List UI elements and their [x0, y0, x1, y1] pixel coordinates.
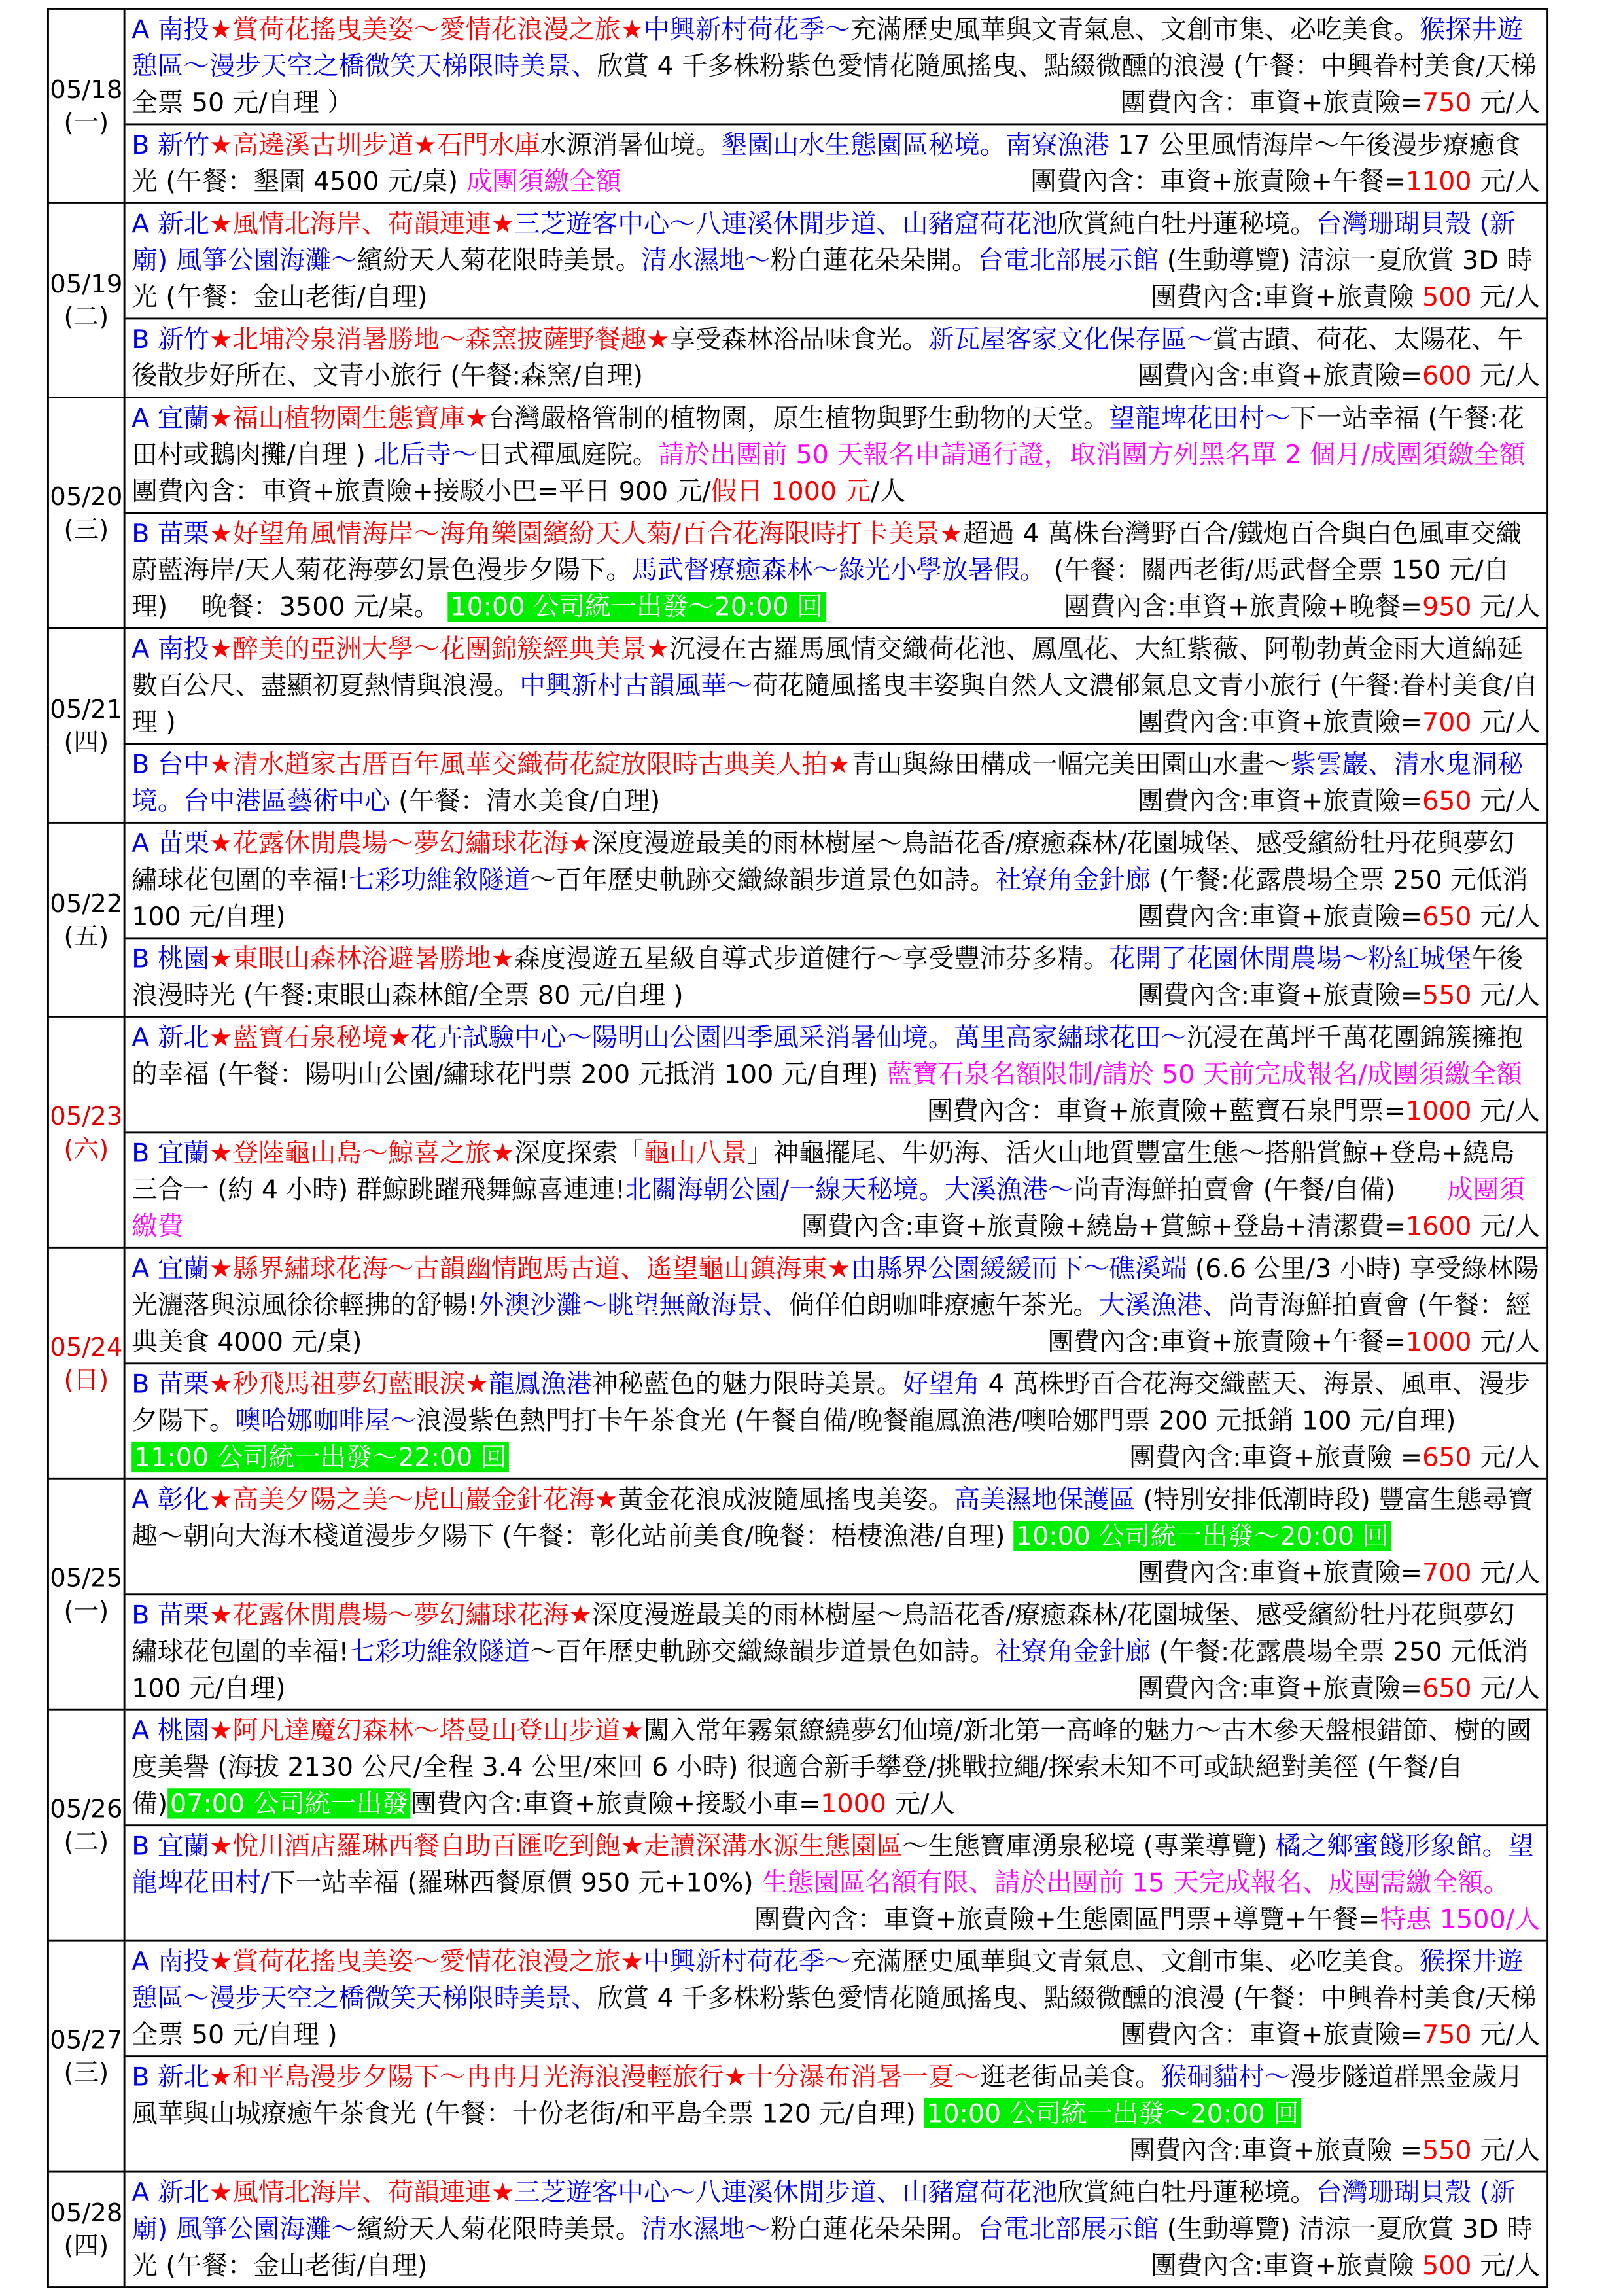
fee-text-segment: 1100: [1405, 166, 1472, 197]
tour-text-segment: 」神龜擺尾、牛奶海、活火山地質豐富生態～搭船賞鯨+登島+繞島三合一 (約 4 小時) 群鯨跳躍飛舞鯨喜連連!: [131, 1138, 1515, 1205]
tour-text-segment: 享受森林浴品味食光。: [669, 324, 928, 355]
fee-text-segment: 750: [1422, 2019, 1472, 2050]
tour-text-segment: 請於出團前 50 天報名申請通行證，取消團方列黑名單 2 個月/成團須繳全額: [658, 439, 1526, 470]
tour-text-segment: /人: [871, 476, 905, 506]
fee-text-segment: 團費內含:車資+旅責險=: [1137, 1672, 1423, 1704]
tour-row: [48, 1133, 1547, 1248]
tour-text-segment: 欣賞純白牡丹蓮秘境。: [1057, 2177, 1316, 2208]
tour-text-segment: 七彩功維敘隧道: [349, 864, 531, 895]
tour-entry: [124, 124, 1547, 203]
tour-text-segment: 新瓦屋客家文化保存區～: [928, 324, 1213, 355]
tour-text-segment: 猴探井遊憩區～漫步天空之橋微笑天梯限時美景、: [131, 1946, 1524, 2013]
tour-text-segment: 4 萬株野百合花海交織藍天、海景、風車、漫步夕陽下。: [131, 1369, 1530, 1436]
fee-text-segment: 元/人: [1471, 785, 1541, 817]
tour-text-segment: ★登陸龜山島～鯨喜之旅★: [209, 1138, 515, 1169]
tour-text-segment: 水源消暑仙境。: [540, 130, 722, 160]
tour-text-segment: 龜山八景: [643, 1138, 748, 1169]
tour-text-segment: ★阿凡達魔幻森林～塔曼山登山步道★: [209, 1715, 644, 1746]
fee-text-segment: 元/人: [1471, 1326, 1541, 1357]
tour-entry: [124, 319, 1547, 398]
fee-text-segment: 550: [1422, 2134, 1472, 2165]
fee-text-segment: 元/人: [1471, 281, 1541, 312]
tour-text-segment: 清水濕地～: [641, 2214, 771, 2244]
weekday-label: (二): [63, 1827, 109, 1856]
tour-entry: [124, 628, 1547, 743]
tour-text-segment: (午餐：關西老街/馬武督全票 150 元/自理) 晚餐：3500 元/桌。: [131, 555, 1510, 622]
weekday-label: (六): [63, 1134, 109, 1164]
tour-text-segment: 由縣界公園緩緩而下～礁溪端: [850, 1253, 1187, 1284]
fee-text-segment: 元/人: [1471, 166, 1541, 197]
tour-text-segment: ★北埔冷泉消暑勝地～森窯披薩野餐趣★: [209, 324, 670, 355]
tour-text-segment: B 新竹: [131, 324, 209, 355]
tour-text-segment: B 新竹: [131, 130, 209, 160]
tour-text-segment: 外澳沙灘～眺望無敵海景、: [478, 1290, 789, 1320]
tour-text-segment: B 宜蘭: [131, 1138, 209, 1169]
tour-text-segment: 沉浸在古羅馬風情交織荷花池、鳳凰花、大紅紫薇、阿勒勃黃金雨大道綿延數百公尺、盡顯初夏熱情與浪漫。: [131, 633, 1524, 701]
tour-fee: [927, 1093, 1541, 1129]
tour-entry: [124, 1595, 1547, 1710]
date-cell: [48, 1248, 124, 1479]
tour-entry: [124, 744, 1547, 823]
date-label: 05/20: [50, 482, 123, 512]
tour-text-segment: 下一站幸福 (羅琳西餐原價 950 元+10%): [270, 1867, 762, 1898]
tour-fee: [1138, 1670, 1541, 1706]
fee-text-segment: 元/人: [1471, 980, 1541, 1011]
tour-schedule-sheet: [47, 8, 1548, 2288]
tour-text-segment: ★清水趙家古厝百年風華交織荷花綻放限時古典美人拍★: [209, 749, 851, 780]
tour-text-segment: 尚青海鮮拍賣會 (午餐/自備): [1073, 1174, 1448, 1205]
date-label: 05/23: [50, 1101, 123, 1131]
tour-text-segment: 午後浪漫時光 (午餐:東眼山森林館/全票 80 元/自理 ): [131, 944, 1524, 1011]
tour-text-segment: 馬武督療癒森林～綠光小學放暑假。: [631, 555, 1046, 586]
tour-entry: [124, 1941, 1547, 2056]
weekday-label: (二): [63, 302, 109, 332]
tour-text-segment: 漫步隧道群黑金歲月風華與山城療癒午茶食光 (午餐：十份老街/和平島全票 120 元/自理): [131, 2061, 1524, 2129]
tour-text-segment: 北關海朝公園/一線天秘境。大溪漁港～: [625, 1174, 1074, 1205]
tour-text-segment: ★福山植物園生態寶庫★: [209, 402, 489, 433]
date-cell: [48, 1479, 124, 1710]
tour-entry: [124, 822, 1547, 938]
tour-text-segment: 青山與綠田構成一幅完美田園山水畫～: [850, 749, 1291, 780]
fee-text-segment: 團費內含:車資+旅責險: [1151, 281, 1423, 312]
date-label: 05/27: [50, 2025, 123, 2055]
date-label: 05/26: [50, 1794, 123, 1824]
tour-text-segment: 團費內含:車資+旅責險+接駁小車=: [410, 1788, 821, 1819]
tour-row: [48, 2172, 1547, 2287]
date-label: 05/18: [50, 75, 123, 105]
tour-text-segment: ～生態寶庫湧泉秘境 (專業導覽): [902, 1830, 1276, 1862]
date-label: 05/25: [50, 1563, 123, 1593]
fee-text-segment: 750: [1422, 87, 1472, 118]
tour-fee: [1030, 163, 1540, 200]
schedule-rows: [48, 9, 1547, 2287]
fee-text-segment: 650: [1422, 901, 1472, 932]
tour-text-segment: B 桃園: [131, 944, 209, 974]
fee-text-segment: 元/人: [1471, 1210, 1541, 1242]
fee-text-segment: 元/人: [1471, 1095, 1541, 1126]
fee-text-segment: 650: [1422, 1441, 1472, 1473]
tour-entry: [124, 1017, 1547, 1132]
fee-text-segment: 團費內含：車資+旅責險=: [1120, 87, 1423, 118]
tour-text-segment: 猴探井遊憩區～漫步天空之橋微笑天梯限時美景、: [131, 14, 1524, 81]
tour-text-segment: B 新北: [131, 2061, 209, 2093]
tour-text-segment: B 苗栗: [131, 1599, 209, 1631]
weekday-label: (一): [63, 107, 109, 137]
tour-fee: [1138, 977, 1541, 1014]
tour-text-segment: 繽紛天人菊花限時美景。: [357, 2214, 642, 2244]
tour-row: [48, 822, 1547, 938]
tour-text-segment: B 苗栗: [131, 518, 209, 549]
tour-entry: [124, 1133, 1547, 1248]
tour-fee: [754, 1901, 1540, 1937]
tour-text-segment: B 台中: [131, 749, 209, 780]
tour-row: [48, 397, 1547, 512]
tour-entry: [124, 1826, 1547, 1941]
tour-text-segment: (午餐：清水美食/自理): [390, 785, 661, 817]
fee-text-segment: 團費內含:車資+旅責險: [1151, 2250, 1423, 2281]
tour-text-segment: 北后寺～: [374, 439, 478, 470]
tour-text-segment: (特別安排低潮時段) 豐富生態尋寶趣～朝向大海木棧道漫步夕陽下 (午餐：彰化站前美食/晚餐：梧棲漁港/自理): [131, 1484, 1534, 1551]
tour-row: [48, 319, 1547, 398]
tour-row: [48, 124, 1547, 203]
tour-text-segment: ★和平島漫步夕陽下～冉冉月光海浪漫輕旅行★十分瀑布消暑一夏～: [209, 2061, 980, 2093]
tour-fee: [1129, 2132, 1540, 2168]
tour-text-segment: 元/人: [886, 1788, 955, 1819]
tour-text-segment: 神秘藍色的魅力限時美景。: [591, 1369, 903, 1400]
tour-text-segment: (6.6 公里/3 小時) 享受綠林陽光灑落與涼風徐徐輕拂的舒暢!: [131, 1253, 1539, 1320]
tour-fee: [801, 1208, 1540, 1245]
tour-text-segment: 中興新村古韻風華～: [519, 670, 753, 701]
tour-text-segment: 繽紛天人菊花限時美景。: [357, 245, 642, 275]
tour-text-segment: 10:00 公司統一出發～20:00 回: [448, 592, 826, 622]
tour-text-segment: 粉白蓮花朵朵開。: [771, 245, 978, 275]
fee-text-segment: 550: [1422, 980, 1472, 1011]
fee-text-segment: 1000: [1405, 1095, 1472, 1126]
tour-text-segment: 社寮角金針廊: [995, 864, 1151, 895]
tour-text-segment: 好望角: [902, 1369, 980, 1400]
date-cell: [48, 628, 124, 822]
weekday-label: (三): [63, 2058, 109, 2087]
tour-text-segment: 超過 4 萬株台灣野百合/鐵炮百合與白色風車交織蔚藍海岸/天人菊花海夢幻景色漫步夕陽下。: [131, 518, 1522, 586]
tour-text-segment: ★高遶溪古圳步道★石門水庫: [209, 130, 540, 160]
tour-fee: [1120, 84, 1540, 121]
fee-text-segment: 元/人: [1471, 361, 1541, 391]
fee-text-segment: 元/人: [1471, 707, 1541, 737]
tour-fee: [1129, 1439, 1540, 1475]
tour-text-segment: 花卉試驗中心～陽明山公園四季風采消暑仙境。萬里高家繡球花田～: [411, 1022, 1187, 1053]
tour-fee: [1138, 783, 1541, 819]
fee-text-segment: 團費內含:車資+旅責險 =: [1129, 1441, 1423, 1473]
tour-text-segment: ★高美夕陽之美～虎山巖金針花海★: [209, 1484, 618, 1515]
tour-text-segment: 中興新村荷花季～: [643, 1946, 851, 1977]
fee-text-segment: 團費內含:車資+旅責險=: [1137, 901, 1423, 932]
tour-text-segment: 三芝遊客中心～八連溪休閒步道、山豬窟荷花池: [514, 2177, 1058, 2208]
fee-text-segment: 700: [1422, 707, 1472, 737]
tour-row: [48, 1248, 1547, 1363]
schedule-table: [47, 8, 1548, 2288]
tour-text-segment: 假日 1000 元: [710, 476, 871, 506]
tour-entry: [124, 938, 1547, 1017]
fee-text-segment: 950: [1422, 591, 1472, 622]
fee-text-segment: 元/人: [1471, 1441, 1541, 1473]
tour-text-segment: 團費內含：車資+旅責險+接駁小巴=平日 900 元/: [131, 476, 711, 506]
tour-text-segment: A 宜蘭: [131, 1253, 209, 1284]
tour-entry: [124, 9, 1547, 124]
tour-fee: [1151, 2247, 1540, 2284]
fee-text-segment: 團費內含:車資+旅責險=: [1137, 1557, 1423, 1588]
tour-entry: [124, 203, 1547, 318]
fee-text-segment: 650: [1422, 1672, 1472, 1704]
tour-fee: [1120, 2016, 1540, 2053]
fee-text-segment: 元/人: [1471, 1672, 1541, 1704]
fee-text-segment: 團費內含：車資+旅責險+午餐=: [1030, 166, 1406, 197]
tour-fee: [1151, 279, 1540, 315]
tour-text-segment: A 苗栗: [131, 828, 209, 858]
tour-text-segment: 花開了花園休閒農場～粉紅城堡: [1109, 944, 1472, 974]
tour-row: [48, 628, 1547, 743]
tour-text-segment: ★風情北海岸、荷韻連連★: [209, 208, 515, 239]
tour-text-segment: 下一站幸福 (午餐:花田村或鵝肉攤/自理 ): [131, 402, 1524, 470]
tour-text-segment: (午餐:花露農場全票 250 元低消 100 元/自理): [131, 864, 1528, 932]
fee-text-segment: 700: [1422, 1557, 1472, 1588]
tour-text-segment: 充滿歷史風華與文青氣息、文創市集、必吃美食。: [850, 14, 1420, 44]
tour-text-segment: 充滿歷史風華與文青氣息、文創市集、必吃美食。: [850, 1946, 1420, 1977]
tour-text-segment: 欣賞 4 千多株粉紫色愛情花隨風搖曳、點綴微醺的浪漫 (午餐：中興眷村美食/天梯全票 50 元/自理 ）: [131, 50, 1537, 118]
tour-text-segment: 沉浸在萬坪千萬花團錦簇擁抱的幸福 (午餐：陽明山公園/繡球花門票 200 元抵消 100 元/自理): [131, 1022, 1524, 1089]
fee-text-segment: 團費內含：車資+旅責險+生態園區門票+導覽+午餐=: [754, 1903, 1380, 1935]
tour-text-segment: 森度漫遊五星級自導式步道健行～享受豐沛芬多精。: [514, 944, 1109, 974]
tour-text-segment: ★悅川酒店羅琳西餐自助百匯吃到飽★走讀深溝水源生態園區: [209, 1830, 903, 1862]
tour-text-segment: ★秒飛馬祖夢幻藍眼淚★: [209, 1369, 489, 1400]
tour-text-segment: B 苗栗: [131, 1369, 209, 1400]
tour-text-segment: (生動導覽) 清涼一夏欣賞 3D 時光 (午餐：金山老街/自理): [131, 245, 1533, 312]
tour-text-segment: 墾園山水生態園區秘境。南寮漁港: [721, 130, 1109, 160]
fee-text-segment: 元/人: [1471, 87, 1541, 118]
tour-text-segment: 噢哈娜咖啡屋～: [235, 1405, 417, 1436]
tour-fee: [1064, 588, 1540, 625]
tour-fee: [1138, 1555, 1541, 1591]
tour-row: [48, 513, 1547, 628]
tour-text-segment: ★賞荷花搖曳美姿～愛情花浪漫之旅★: [209, 14, 644, 44]
tour-text-segment: 10:00 公司統一出發～20:00 回: [1013, 1521, 1391, 1551]
tour-row: [48, 1941, 1547, 2056]
tour-text-segment: 賞古蹟、荷花、太陽花、午後散步好所在、文青小旅行 (午餐:森窯/自理): [131, 324, 1524, 391]
fee-text-segment: 元/人: [1471, 1557, 1541, 1588]
tour-text-segment: 11:00 公司統一出發～22:00 回: [131, 1442, 509, 1472]
tour-fee: [1138, 898, 1541, 935]
tour-text-segment: 深度漫遊最美的雨林樹屋～鳥語花香/療癒森林/花園城堡、感受繽紛牡丹花與夢幻繡球花包圍的幸福!: [131, 1599, 1515, 1667]
fee-text-segment: 元/人: [1471, 2019, 1541, 2050]
tour-text-segment: 日式禪風庭院。: [477, 439, 659, 470]
weekday-label: (五): [63, 921, 109, 951]
tour-text-segment: 七彩功維敘隧道: [349, 1636, 531, 1667]
tour-text-segment: 猴硐貓村～: [1161, 2061, 1291, 2093]
tour-text-segment: A 彰化: [131, 1484, 209, 1515]
date-cell: [48, 9, 124, 203]
tour-text-segment: ★醉美的亞洲大學～花團錦簇經典美景★: [209, 633, 670, 664]
tour-entry: [124, 397, 1547, 512]
tour-text-segment: 藍寶石泉名額限制/請於 50 天前完成報名/成團須繳全額: [886, 1059, 1522, 1089]
tour-text-segment: ★縣界繡球花海～古韻幽情跑馬古道、遙望龜山鎮海東★: [209, 1253, 851, 1284]
weekday-label: (四): [63, 2231, 109, 2261]
tour-text-segment: 社寮角金針廊: [995, 1636, 1151, 1667]
tour-text-segment: 1000: [820, 1788, 886, 1819]
tour-text-segment: ★藍寶石泉秘境★: [209, 1022, 411, 1053]
tour-text-segment: B 宜蘭: [131, 1830, 209, 1862]
tour-text-segment: 台電北部展示館: [977, 2214, 1159, 2244]
tour-entry: [124, 2172, 1547, 2287]
tour-text-segment: A 桃園: [131, 1715, 209, 1746]
tour-row: [48, 9, 1547, 124]
tour-text-segment: 中興新村荷花季～: [643, 14, 851, 44]
tour-entry: [124, 2057, 1547, 2172]
tour-text-segment: 欣賞純白牡丹蓮秘境。: [1057, 208, 1316, 239]
tour-text-segment: 三芝遊客中心～八連溪休閒步道、山豬窟荷花池: [514, 208, 1058, 239]
date-cell: [48, 1941, 124, 2172]
fee-text-segment: 元/人: [1471, 2250, 1541, 2281]
tour-text-segment: (生動導覽) 清涼一夏欣賞 3D 時光 (午餐：金山老街/自理): [131, 2214, 1533, 2281]
tour-text-segment: 尚青海鮮拍賣會 (午餐：經典美食 4000 元/桌): [131, 1290, 1531, 1357]
tour-text-segment: ★好望角風情海岸～海角樂園繽紛天人菊/百合花海限時打卡美景★: [209, 518, 963, 549]
weekday-label: (三): [63, 514, 109, 544]
tour-text-segment: 深度漫遊最美的雨林樹屋～鳥語花香/療癒森林/花園城堡、感受繽紛牡丹花與夢幻繡球花包圍的幸福!: [131, 828, 1515, 895]
tour-row: [48, 1595, 1547, 1710]
date-cell: [48, 203, 124, 397]
tour-row: [48, 203, 1547, 318]
tour-text-segment: 10:00 公司統一出發～20:00 回: [924, 2098, 1301, 2128]
tour-text-segment: 台電北部展示館: [977, 245, 1159, 275]
fee-text-segment: 500: [1422, 2250, 1472, 2281]
tour-text-segment: 成團須繳費: [131, 1174, 1525, 1242]
date-label: 05/22: [50, 889, 123, 919]
fee-text-segment: 團費內含:車資+旅責險=: [1137, 785, 1423, 817]
fee-text-segment: 團費內含:車資+旅責險=: [1137, 361, 1423, 391]
fee-text-segment: 元/人: [1471, 901, 1541, 932]
fee-text-segment: 團費內含:車資+旅責險+午餐=: [1047, 1326, 1406, 1357]
tour-entry: [124, 1364, 1547, 1479]
fee-text-segment: 特惠 1500/人: [1380, 1903, 1541, 1935]
weekday-label: (一): [63, 1596, 109, 1625]
tour-text-segment: 17 公里風情海岸～午後漫步療癒食光 (午餐：墾園 4500 元/桌): [131, 130, 1521, 197]
tour-entry: [124, 513, 1547, 628]
tour-text-segment: 深度探索「: [514, 1138, 644, 1169]
date-label: 05/28: [50, 2199, 123, 2228]
tour-text-segment: (午餐:花露農場全票 250 元低消 100 元/自理): [131, 1636, 1528, 1704]
tour-text-segment: 逛老街品美食。: [979, 2061, 1161, 2093]
date-cell: [48, 2172, 124, 2287]
tour-text-segment: A 南投: [131, 633, 209, 664]
fee-text-segment: 600: [1422, 361, 1472, 391]
tour-text-segment: 浪漫紫色熱門打卡午茶食光 (午餐自備/晚餐龍鳳漁港/噢哈娜門票 200 元抵銷 100 元/自理): [416, 1405, 1456, 1436]
tour-row: [48, 1364, 1547, 1479]
fee-text-segment: 500: [1422, 281, 1472, 312]
tour-row: [48, 1710, 1547, 1825]
tour-text-segment: 清水濕地～: [641, 245, 771, 275]
tour-text-segment: ★花露休閒農場～夢幻繡球花海★: [209, 828, 592, 858]
date-label: 05/21: [50, 694, 123, 724]
tour-text-segment: 大溪漁港、: [1098, 1290, 1229, 1320]
date-label: 05/24: [50, 1332, 123, 1362]
tour-text-segment: 生態園區名額有限、請於出團前 15 天完成報名、成團需繳全額。: [761, 1867, 1510, 1898]
tour-row: [48, 1017, 1547, 1132]
tour-row: [48, 744, 1547, 823]
fee-text-segment: 團費內含：車資+旅責險+藍寶石泉門票=: [926, 1095, 1406, 1126]
fee-text-segment: 團費內含:車資+旅責險+繞島+賞鯨+登島+清潔費=: [801, 1210, 1406, 1242]
date-cell: [48, 822, 124, 1017]
tour-fee: [1047, 1324, 1540, 1360]
tour-text-segment: 成團須繳全額: [466, 166, 621, 197]
tour-text-segment: A 新北: [131, 208, 209, 239]
tour-text-segment: 橘之鄉蜜餞形象館。望龍埤花田村/: [131, 1830, 1534, 1898]
tour-text-segment: ★花露休閒農場～夢幻繡球花海★: [209, 1599, 592, 1631]
weekday-label: (四): [63, 727, 109, 757]
fee-text-segment: 650: [1422, 785, 1472, 817]
tour-text-segment: 07:00 公司統一出發: [167, 1788, 410, 1818]
tour-text-segment: ★賞荷花搖曳美姿～愛情花浪漫之旅★: [209, 1946, 644, 1977]
tour-text-segment: 倘佯伯朗咖啡療癒午茶光。: [788, 1290, 1099, 1320]
tour-row: [48, 938, 1547, 1017]
date-cell: [48, 1017, 124, 1248]
tour-text-segment: 龍鳳漁港: [488, 1369, 592, 1400]
tour-row: [48, 2057, 1547, 2172]
tour-entry: [124, 1710, 1547, 1825]
date-cell: [48, 397, 124, 628]
tour-text-segment: 望龍埤花田村～: [1109, 402, 1291, 433]
tour-text-segment: 台灣珊瑚貝殼 (新廟) 風箏公園海灘～: [131, 2177, 1516, 2244]
fee-text-segment: 團費內含:車資+旅責險=: [1137, 980, 1423, 1011]
fee-text-segment: 團費內含：車資+旅責險=: [1120, 2019, 1423, 2050]
tour-text-segment: 台灣珊瑚貝殼 (新廟) 風箏公園海灘～: [131, 208, 1516, 275]
tour-text-segment: A 南投: [131, 14, 209, 44]
tour-entry: [124, 1479, 1547, 1594]
tour-text-segment: 台灣嚴格管制的植物園，原生植物與野生動物的天堂。: [488, 402, 1109, 433]
tour-text-segment: 黃金花浪成波隨風搖曳美姿。: [618, 1484, 954, 1515]
date-cell: [48, 1710, 124, 1941]
fee-text-segment: 團費內含:車資+旅責險=: [1137, 707, 1423, 737]
tour-text-segment: 粉白蓮花朵朵開。: [771, 2214, 978, 2244]
fee-text-segment: 團費內含:車資+旅責險 =: [1129, 2134, 1423, 2165]
tour-fee: [1138, 704, 1541, 741]
fee-text-segment: 元/人: [1471, 591, 1541, 622]
date-label: 05/19: [50, 269, 123, 299]
tour-text-segment: 欣賞 4 千多株粉紫色愛情花隨風搖曳、點綴微醺的浪漫 (午餐：中興眷村美食/天梯全票 50 元/自理 ): [131, 1983, 1537, 2050]
tour-text-segment: ★東眼山森林浴避暑勝地★: [209, 944, 515, 974]
tour-text-segment: ★風情北海岸、荷韻連連★: [209, 2177, 515, 2208]
tour-entry: [124, 1248, 1547, 1363]
fee-text-segment: 1600: [1405, 1210, 1472, 1242]
tour-text-segment: A 新北: [131, 2177, 209, 2208]
tour-row: [48, 1479, 1547, 1594]
tour-text-segment: 荷花隨風搖曳丰姿與自然人文濃郁氣息文青小旅行 (午餐:眷村美食/自理 ): [131, 670, 1539, 737]
tour-row: [48, 1826, 1547, 1941]
tour-text-segment: ～百年歷史軌跡交織綠韻步道景色如詩。: [530, 864, 996, 895]
fee-text-segment: 元/人: [1471, 2134, 1541, 2165]
tour-text-segment: A 宜蘭: [131, 402, 209, 433]
tour-text-segment: A 南投: [131, 1946, 209, 1977]
tour-text-segment: 闖入常年霧氣繚繞夢幻仙境/新北第一高峰的魅力～古木參天盤根錯節、樹的國度美譽 (海拔 2130 公尺/全程 3.4 公里/來回 6 小時) 很適合新手攀登/挑戰拉繩/探索未知不可或缺絕對美徑 (午餐/自備): [131, 1715, 1532, 1819]
tour-text-segment: A 新北: [131, 1022, 209, 1053]
tour-text-segment: ～百年歷史軌跡交織綠韻步道景色如詩。: [530, 1636, 996, 1667]
tour-fee: [1138, 357, 1541, 394]
tour-text-segment: 高美濕地保護區: [954, 1484, 1136, 1515]
fee-text-segment: 團費內含:車資+旅責險+晚餐=: [1064, 591, 1423, 622]
weekday-label: (日): [63, 1365, 109, 1395]
tour-text-segment: 紫雲巖、清水鬼洞秘境。台中港區藝術中心: [131, 749, 1524, 817]
fee-text-segment: 1000: [1405, 1326, 1472, 1357]
